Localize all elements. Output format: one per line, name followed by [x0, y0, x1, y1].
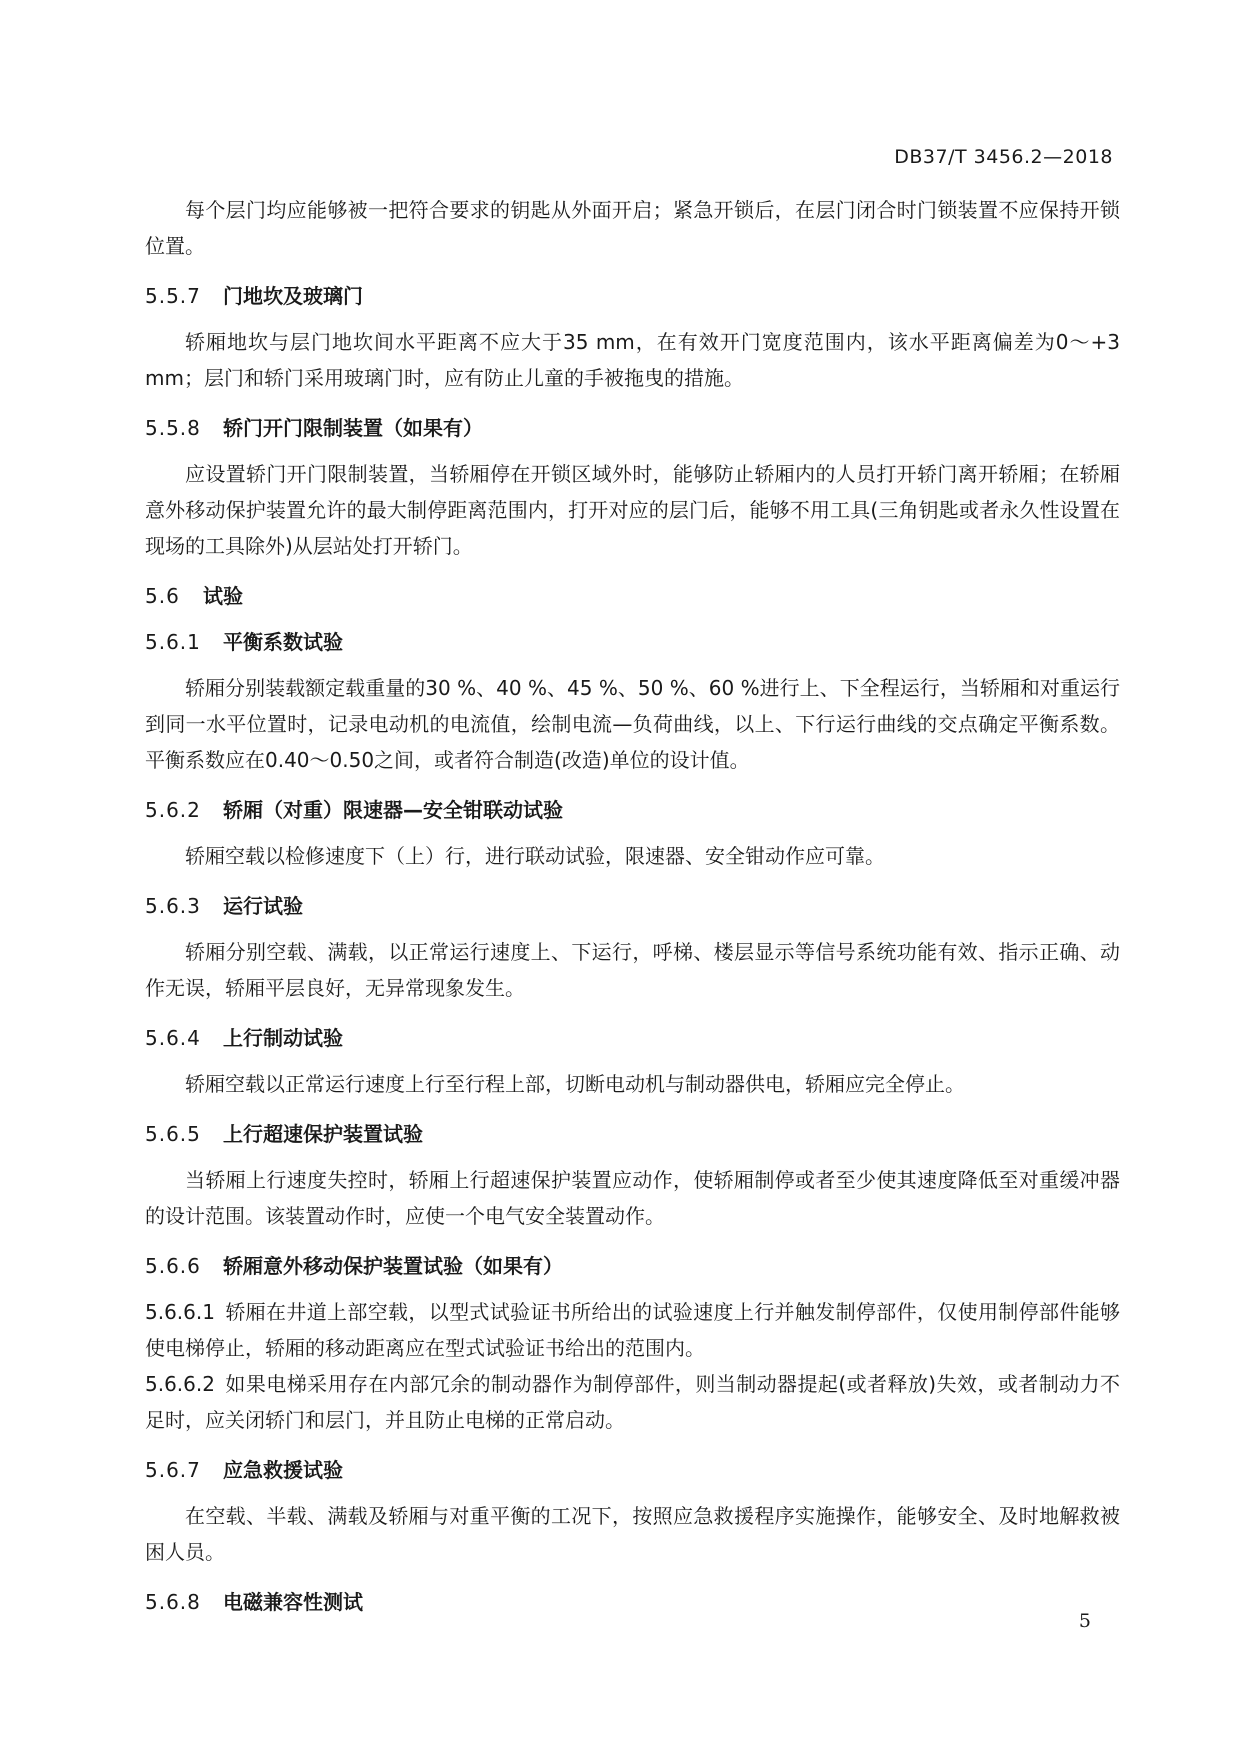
clause-number: 5.6.6.2	[145, 1372, 215, 1396]
page-number: 5	[1078, 1610, 1091, 1632]
section-heading	[145, 278, 1120, 314]
section-heading	[145, 578, 1120, 614]
section-number: 5.6.8	[145, 1590, 201, 1614]
section-title: 轿门开门限制装置（如果有）	[223, 416, 483, 440]
section-number: 5.6.2	[145, 798, 201, 822]
document-code: DB37/T 3456.2—2018	[894, 146, 1113, 168]
section-title: 上行超速保护装置试验	[223, 1122, 423, 1146]
section-title: 平衡系数试验	[223, 630, 343, 654]
paragraph: 轿厢空载以正常运行速度上行至行程上部，切断电动机与制动器供电，轿厢应完全停止。	[185, 1072, 965, 1096]
paragraph: 轿厢分别空载、满载，以正常运行速度上、下运行，呼梯、楼层显示等信号系统功能有效、指示正确、动作无误，轿厢平层良好，无异常现象发生。	[145, 940, 1120, 1000]
section-title: 轿厢意外移动保护装置试验（如果有）	[223, 1254, 563, 1278]
section-number: 5.5.8	[145, 416, 201, 440]
paragraph: 轿厢空载以检修速度下（上）行，进行联动试验，限速器、安全钳动作应可靠。	[185, 844, 885, 868]
section-heading	[145, 1248, 1120, 1284]
section-title: 门地坎及玻璃门	[223, 284, 363, 308]
section-title: 轿厢（对重）限速器—安全钳联动试验	[223, 798, 563, 822]
section-number: 5.6.3	[145, 894, 201, 918]
section-number: 5.6.7	[145, 1458, 201, 1482]
section-heading	[145, 1116, 1120, 1152]
section-number: 5.6	[145, 584, 180, 608]
section-heading	[145, 1020, 1120, 1056]
section-number: 5.5.7	[145, 284, 201, 308]
clause-text: 轿厢在井道上部空载，以型式试验证书所给出的试验速度上行并触发制停部件，仅使用制停部件能够使电梯停止，轿厢的移动距离应在型式试验证书给出的范围内。	[145, 1300, 1120, 1360]
document-body	[145, 192, 1120, 1620]
section-heading	[145, 1584, 1120, 1620]
paragraph: 当轿厢上行速度失控时，轿厢上行超速保护装置应动作，使轿厢制停或者至少使其速度降低至对重缓冲器的设计范围。该装置动作时，应使一个电气安全装置动作。	[145, 1168, 1120, 1228]
clause	[145, 1294, 1120, 1366]
section-number: 5.6.6	[145, 1254, 201, 1278]
clause-number: 5.6.6.1	[145, 1300, 215, 1324]
section-title: 试验	[203, 584, 243, 608]
section-number: 5.6.4	[145, 1026, 201, 1050]
section-title: 上行制动试验	[223, 1026, 343, 1050]
section-title: 运行试验	[223, 894, 303, 918]
section-number: 5.6.5	[145, 1122, 201, 1146]
paragraph: 每个层门均应能够被一把符合要求的钥匙从外面开启；紧急开锁后，在层门闭合时门锁装置不应保持开锁位置。	[145, 198, 1120, 258]
paragraph: 在空载、半载、满载及轿厢与对重平衡的工况下，按照应急救援程序实施操作，能够安全、及时地解救被困人员。	[145, 1504, 1120, 1564]
clause	[145, 1366, 1120, 1438]
section-heading	[145, 624, 1120, 660]
section-heading	[145, 888, 1120, 924]
section-heading	[145, 1452, 1120, 1488]
section-heading	[145, 792, 1120, 828]
paragraph: 轿厢地坎与层门地坎间水平距离不应大于35 mm，在有效开门宽度范围内，该水平距离偏差为0～+3 mm；层门和轿门采用玻璃门时，应有防止儿童的手被拖曳的措施。	[145, 330, 1120, 390]
clause-text: 如果电梯采用存在内部冗余的制动器作为制停部件，则当制动器提起(或者释放)失效，或者制动力不足时，应关闭轿门和层门，并且防止电梯的正常启动。	[145, 1372, 1120, 1432]
section-heading	[145, 410, 1120, 446]
paragraph: 应设置轿门开门限制装置，当轿厢停在开锁区域外时，能够防止轿厢内的人员打开轿门离开轿厢；在轿厢意外移动保护装置允许的最大制停距离范围内，打开对应的层门后，能够不用工具(三角钥匙或者永久性设置在现场的工具除外)从层站处打开轿门。	[145, 462, 1120, 558]
section-title: 电磁兼容性测试	[223, 1590, 363, 1614]
section-title: 应急救援试验	[223, 1458, 343, 1482]
section-number: 5.6.1	[145, 630, 201, 654]
paragraph: 轿厢分别装载额定载重量的30 %、40 %、45 %、50 %、60 %进行上、下全程运行，当轿厢和对重运行到同一水平位置时，记录电动机的电流值，绘制电流—负荷曲线，以上、下行运行曲线的交点确定平衡系数。平衡系数应在0.40～0.50之间，或者符合制造(改造)单位的设计值。	[145, 676, 1120, 772]
